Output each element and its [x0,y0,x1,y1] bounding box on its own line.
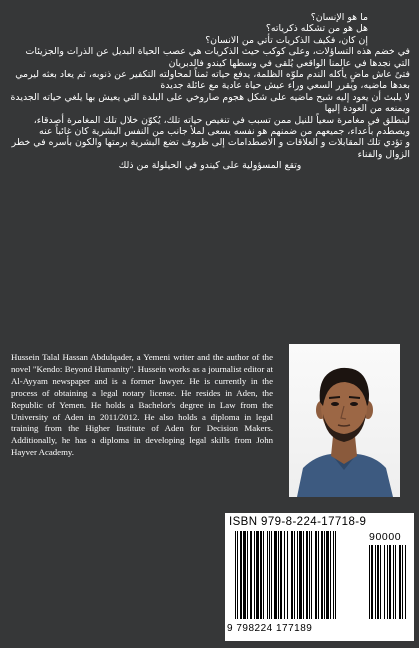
paragraph-4: لينطلق في مغامرة سعياً للنيل ممن تسبب في تنغيص حياته تلك، يُكوّن خلال تلك المغامرة أصدقاء، ويصطدم بأعداء، جميعهم من ضمنهم هو نفسه يسعى لملأ جانب من النفس البشرية كان غائباً عنه [33,114,410,138]
author-photo [289,344,400,497]
question-2: هل هو من تشكله ذكرياته؟ [265,23,368,35]
question-3: إن كان، فكيف الذكريات تأتي من الانسان؟ [205,34,368,46]
paragraph-5: و تؤدي تلك المقابلات و العلاقات و الاصطدامات إلى ظروف تضع البشرية برمتها والكون بأسره في خطر الزوال والفناء [11,137,410,160]
paragraph-6: وتقع المسؤولية على كيندو في الحيلولة من ذلك [118,160,302,172]
paragraph-3: لا يلبث أن يعود إليه شبح ماضيه على شكل هجوم صاروخي على البلدة التي يعيش بها يلغي حياته الجديدة ويمنعه من العودة إليها [10,91,410,115]
arabic-blurb [10,12,410,172]
question-1: ما هو الإنسان؟ [310,12,368,23]
isbn-label: ISBN 979-8-224-17718-9 [229,516,367,528]
author-bio: Hussein Talal Hassan Abdulqader, a Yemeni writer and the author of the novel "Kendo: Beyond Humanity". Hussein works as a journalist editor at Al-Ayyam newspaper and is a former lawyer. He is currently in the process of obtaining a legal notary license. He resides in Aden, the Republic of Yemen. He holds a Bachelor's degree in Law from the University of Aden in 2011/2012. He also holds a diploma in legal training from the Higher Institute of Aden for Decision Makers. Additionally, he has a diploma in developing legal skills from John Hayver Academy. [11,352,273,458]
paragraph-2: فتىً عاش ماضٍ يأكله الندم ملوّه الظلمة، يدفع حياته ثمناً لمحاولته التكفير عن ذنوبه، ثم يعاد بعثه ليرمي بعدها ماضيه، ويقرر السعي وراء عيش حياة عادية مع عائلة جديدة [15,69,410,92]
barcode-bars [225,513,414,641]
price-addon-number: 90000 [369,531,402,543]
isbn-barcode [225,513,414,641]
paragraph-1: في خضم هذه التساؤلات، وعلى كوكب حيث الذكريات هي عصب الحياة البديل عن الذرات والجزيئات التي نجدها في عالمنا الواقعي يُلقى في وسطها كيندو فالدبريان [25,46,410,69]
ean-number: 9 798224 177189 [227,623,313,634]
